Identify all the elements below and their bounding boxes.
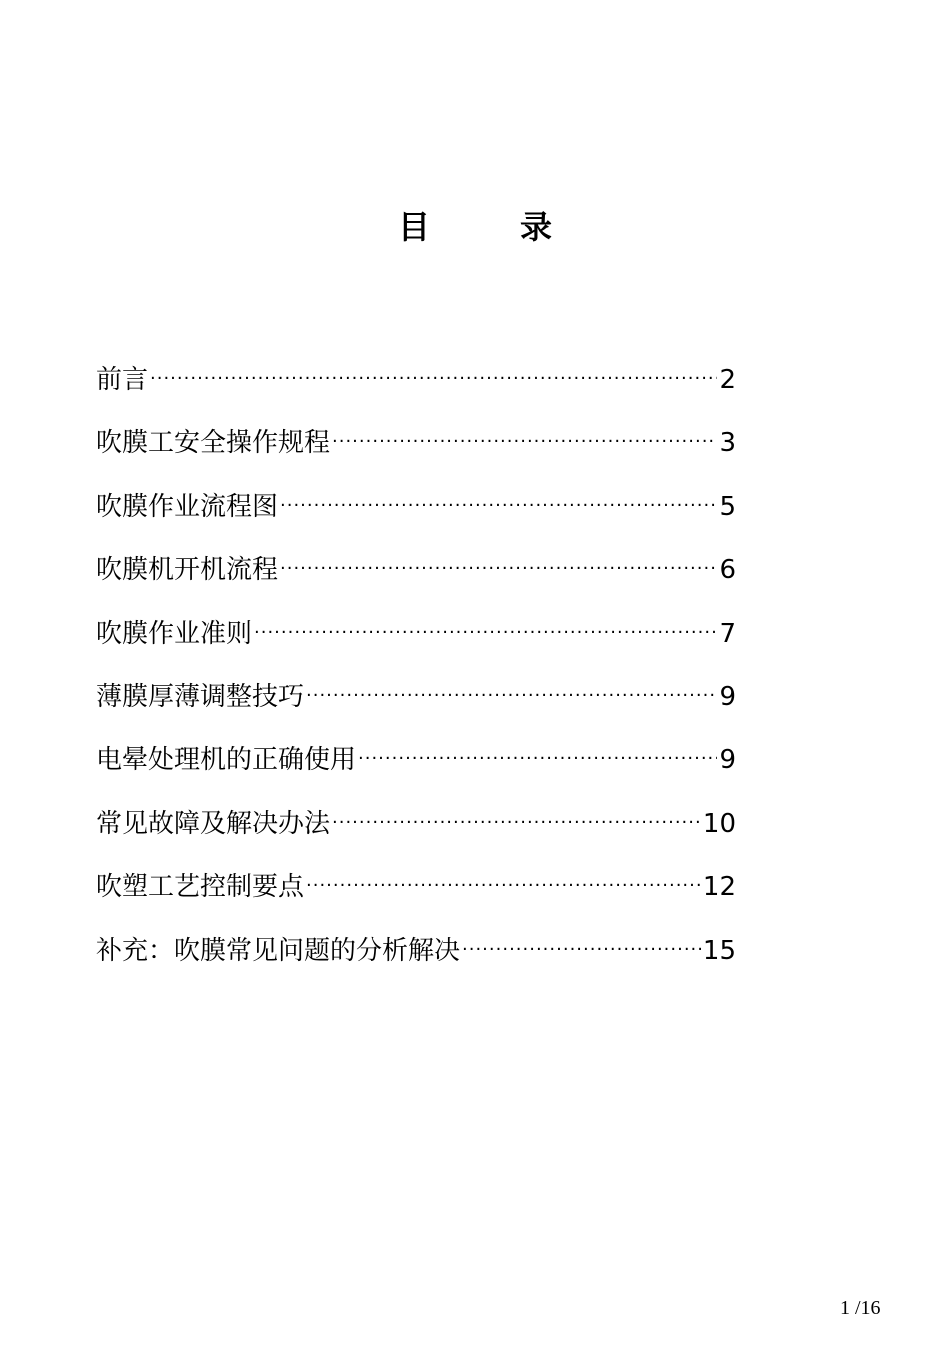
toc-entry-page: 10 <box>702 808 736 839</box>
title-char-1: 目 <box>397 208 430 246</box>
toc-dot-leader <box>332 801 701 845</box>
toc-entry-page: 7 <box>719 618 736 649</box>
toc-dot-leader <box>306 674 717 718</box>
toc-entry-title: 前言 <box>96 365 149 395</box>
toc-entry-title: 吹膜工安全操作规程 <box>96 428 331 459</box>
page-number: 1 /16 <box>840 1297 881 1319</box>
toc-entry[interactable] <box>96 421 736 484</box>
toc-dot-leader <box>254 611 717 655</box>
toc-entry-title: 吹膜机开机流程 <box>96 555 279 586</box>
toc-entry-title: 吹膜作业准则 <box>96 618 253 649</box>
toc-dot-leader <box>280 547 717 591</box>
toc-entry[interactable] <box>96 485 736 548</box>
toc-entry-page: 9 <box>719 745 736 776</box>
toc-dot-leader <box>306 864 701 908</box>
toc-entry-page: 9 <box>719 681 736 712</box>
toc-dot-leader <box>332 420 717 464</box>
toc-dot-leader <box>150 357 717 401</box>
toc-entry-page: 6 <box>719 555 736 586</box>
toc-entry[interactable] <box>96 612 736 675</box>
toc-entry[interactable] <box>96 929 736 992</box>
toc-dot-leader <box>462 928 701 972</box>
toc-entry-page: 3 <box>719 428 736 459</box>
page-title <box>0 202 950 248</box>
toc-entry-page: 5 <box>719 491 736 522</box>
toc-entry[interactable] <box>96 865 736 928</box>
toc-entry-page: 12 <box>702 872 736 903</box>
toc-entry[interactable] <box>96 358 736 421</box>
toc-dot-leader <box>358 737 717 781</box>
toc-entry[interactable] <box>96 802 736 865</box>
toc-entry-title: 吹膜作业流程图 <box>96 491 279 522</box>
toc-entry-title: 补充：吹膜常见问题的分析解决 <box>96 935 461 966</box>
toc-entry-title: 吹塑工艺控制要点 <box>96 872 305 903</box>
toc-entry-page: 15 <box>702 935 736 966</box>
toc-entry[interactable] <box>96 548 736 611</box>
toc-entry-title: 电晕处理机的正确使用 <box>96 745 357 776</box>
toc-entry[interactable] <box>96 738 736 801</box>
toc-entry-title: 常见故障及解决办法 <box>96 808 331 839</box>
toc-entry-page: 2 <box>719 365 736 395</box>
title-char-2: 录 <box>520 208 553 246</box>
table-of-contents <box>96 358 736 992</box>
toc-entry-title: 薄膜厚薄调整技巧 <box>96 681 305 712</box>
toc-dot-leader <box>280 484 717 528</box>
toc-entry[interactable] <box>96 675 736 738</box>
